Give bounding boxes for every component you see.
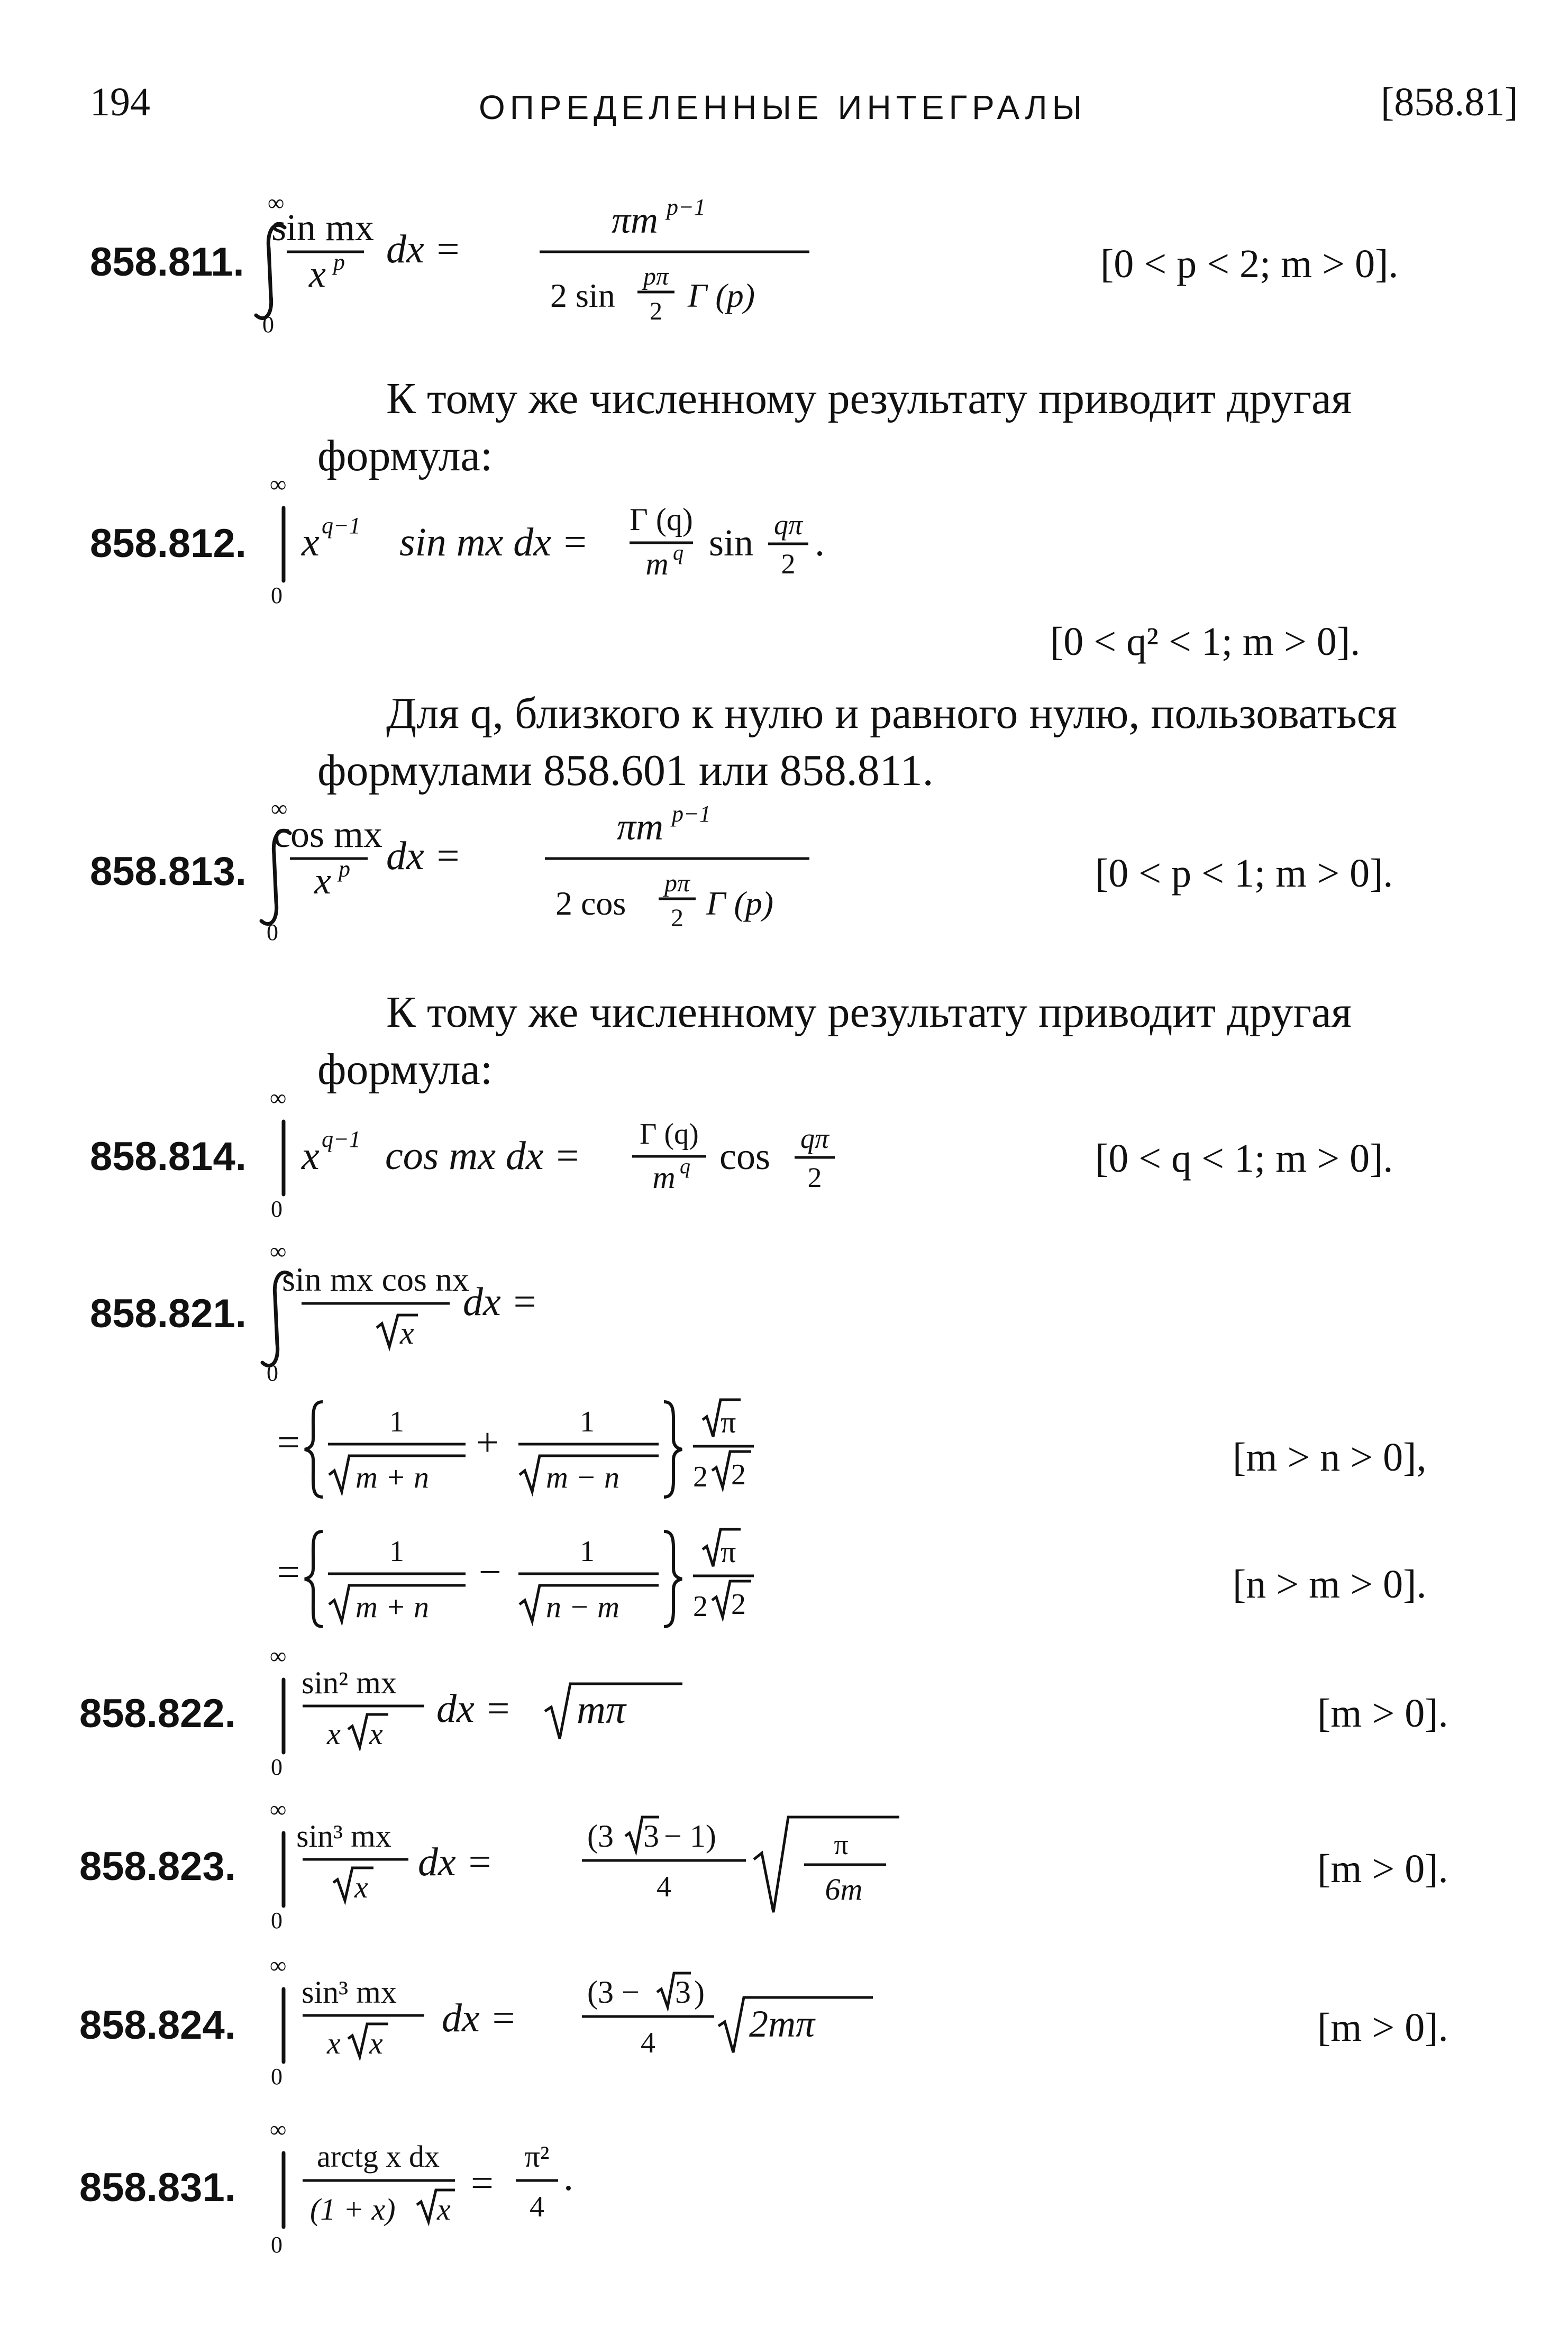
formula-number-811: 858.811. bbox=[90, 240, 244, 285]
result-num-a: (3 − bbox=[587, 1975, 640, 2010]
formula-number-824: 858.824. bbox=[79, 2003, 236, 2048]
integral-upper-limit: ∞ bbox=[268, 190, 285, 216]
condition-824: [m > 0]. bbox=[1317, 2005, 1448, 2050]
denominator: x bbox=[314, 860, 331, 902]
section-number: [858.81] bbox=[1381, 80, 1518, 124]
denominator-root-x: x bbox=[369, 1717, 383, 1751]
m-plus-n: m + n bbox=[355, 1460, 430, 1494]
denominator-a: (1 + x) bbox=[310, 2192, 396, 2226]
denominator: x bbox=[400, 1316, 414, 1350]
result-num-a: (3 bbox=[587, 1819, 614, 1854]
differential: dx = bbox=[386, 834, 462, 878]
integral-lower-limit: 0 bbox=[271, 1196, 282, 1222]
formula-821-case-1 bbox=[270, 1386, 905, 1513]
fraction-one: 1 bbox=[580, 1406, 595, 1438]
result-numerator-exponent: p−1 bbox=[672, 801, 711, 827]
formula-number-831: 858.831. bbox=[79, 2165, 236, 2210]
two-radicand: 2 bbox=[731, 1588, 746, 1621]
formula-812 bbox=[259, 471, 1000, 608]
integrand-body: cos mx dx = bbox=[385, 1134, 581, 1178]
condition-813: [0 < p < 1; m > 0]. bbox=[1095, 851, 1393, 896]
integral-upper-limit: ∞ bbox=[270, 1643, 287, 1669]
formula-number-812: 858.812. bbox=[90, 521, 247, 566]
differential: dx = bbox=[418, 1840, 494, 1884]
m-plus-n: m + n bbox=[355, 1590, 430, 1624]
condition-822: [m > 0]. bbox=[1317, 1691, 1448, 1736]
integral-upper-limit: ∞ bbox=[270, 471, 287, 497]
formula-821-integral bbox=[259, 1238, 947, 1386]
integrand-exponent: q−1 bbox=[322, 513, 361, 539]
root-numerator: π bbox=[834, 1829, 849, 1860]
two-radicand: 2 bbox=[731, 1458, 746, 1491]
pi: π bbox=[721, 1535, 736, 1569]
formula-823 bbox=[259, 1796, 947, 1933]
fraction-one: 1 bbox=[389, 1406, 404, 1438]
fraction-one: 1 bbox=[580, 1535, 595, 1568]
result-denominator: m bbox=[645, 546, 669, 581]
two: 2 bbox=[693, 1590, 708, 1623]
plus-sign: + bbox=[476, 1420, 499, 1465]
m-minus-n: m − n bbox=[546, 1460, 620, 1494]
inner-denominator: 2 bbox=[781, 548, 796, 580]
condition-821-1: [m > n > 0], bbox=[1233, 1435, 1427, 1480]
paragraph-same-result-2: К тому же численному результату приводит другая формула: bbox=[317, 988, 1352, 1094]
result-denominator-b: Γ (p) bbox=[688, 277, 755, 314]
numerator: sin mx cos nx bbox=[282, 1261, 469, 1298]
formula-number-822: 858.822. bbox=[79, 1691, 236, 1736]
result-inner-den: 2 bbox=[671, 904, 683, 932]
formula-number-821: 858.821. bbox=[90, 1291, 247, 1336]
result-denominator-exponent: q bbox=[680, 1154, 690, 1178]
condition-811: [0 < p < 2; m > 0]. bbox=[1100, 242, 1399, 286]
formula-number-813: 858.813. bbox=[90, 849, 247, 894]
result-num-b: ) bbox=[694, 1975, 705, 2010]
condition-812: [0 < q² < 1; m > 0]. bbox=[1050, 619, 1361, 664]
integrand-exponent: q−1 bbox=[322, 1126, 361, 1152]
result-denominator: m bbox=[652, 1160, 676, 1195]
denominator: x bbox=[309, 253, 326, 295]
formula-813 bbox=[259, 796, 894, 955]
condition-821-2: [n > m > 0]. bbox=[1233, 1562, 1427, 1607]
equals-sign: = bbox=[277, 1550, 300, 1594]
denominator-root-x: x bbox=[369, 2026, 383, 2060]
result-num-radicand: 3 bbox=[643, 1819, 659, 1854]
differential: dx = bbox=[386, 227, 462, 271]
fraction-one: 1 bbox=[389, 1535, 404, 1568]
page-number: 194 bbox=[90, 80, 150, 124]
equals-sign: = bbox=[277, 1420, 300, 1465]
numerator: sin³ mx bbox=[296, 1819, 391, 1854]
left-brace bbox=[305, 1402, 323, 1497]
integral-lower-limit: 0 bbox=[267, 1360, 278, 1386]
result-denominator: 4 bbox=[641, 2027, 655, 2059]
sine: sin bbox=[709, 522, 754, 564]
integral-lower-limit: 0 bbox=[271, 582, 282, 608]
paragraph-q-near-zero: Для q, близкого к нулю и равного нулю, пользоваться формулами 858.601 или 858.811. bbox=[317, 689, 1397, 795]
right-brace bbox=[664, 1531, 682, 1627]
result-denominator: 4 bbox=[530, 2191, 544, 2223]
period: . bbox=[815, 520, 825, 564]
result-denominator-a: 2 cos bbox=[555, 884, 626, 922]
denominator-root: x bbox=[437, 2192, 451, 2226]
integral-upper-limit: ∞ bbox=[270, 1952, 287, 1978]
running-title: ОПРЕДЕЛЕННЫЕ ИНТЕГРАЛЫ bbox=[479, 88, 1087, 126]
n-minus-m: n − m bbox=[546, 1590, 620, 1624]
result-inner-num: pπ bbox=[643, 262, 669, 290]
result-denominator-b: Γ (p) bbox=[706, 884, 774, 922]
root-denominator: 6m bbox=[825, 1872, 863, 1906]
integral-lower-limit: 0 bbox=[262, 312, 274, 337]
differential: dx = bbox=[463, 1280, 539, 1324]
inner-numerator: qπ bbox=[800, 1123, 829, 1154]
result-num-b: − 1) bbox=[664, 1819, 716, 1854]
integral-upper-limit: ∞ bbox=[270, 1238, 287, 1264]
formula-814 bbox=[259, 1084, 947, 1222]
result-num-radicand: 3 bbox=[675, 1975, 691, 2010]
result-denominator: 4 bbox=[657, 1870, 671, 1903]
condition-814: [0 < q < 1; m > 0]. bbox=[1095, 1136, 1393, 1181]
integrand-x: x bbox=[302, 520, 320, 564]
denominator-exponent: p bbox=[339, 856, 350, 882]
integral-upper-limit: ∞ bbox=[270, 2116, 287, 2142]
numerator: arctg x dx bbox=[317, 2139, 440, 2174]
inner-numerator: qπ bbox=[773, 509, 803, 541]
denominator-exponent: p bbox=[333, 249, 345, 275]
result-radicand: 2mπ bbox=[749, 2003, 815, 2045]
pi: π bbox=[721, 1405, 736, 1439]
formula-824 bbox=[259, 1952, 947, 2089]
integral-lower-limit: 0 bbox=[271, 1908, 282, 1933]
formula-821-case-2 bbox=[270, 1516, 905, 1642]
numerator: sin³ mx bbox=[302, 1975, 397, 2010]
result-inner-num: pπ bbox=[664, 869, 690, 897]
condition-823: [m > 0]. bbox=[1317, 1847, 1448, 1891]
integral-lower-limit: 0 bbox=[271, 1754, 282, 1780]
numerator: sin mx bbox=[271, 206, 375, 249]
integral-upper-limit: ∞ bbox=[270, 1796, 287, 1822]
result-denominator-exponent: q bbox=[673, 541, 683, 564]
integral-lower-limit: 0 bbox=[271, 2232, 282, 2258]
numerator: sin² mx bbox=[302, 1665, 397, 1700]
result-numerator-exponent: p−1 bbox=[667, 194, 706, 220]
integral-upper-limit: ∞ bbox=[271, 796, 288, 822]
integral-upper-limit: ∞ bbox=[270, 1085, 287, 1111]
formula-822 bbox=[259, 1642, 894, 1780]
period: . bbox=[563, 2155, 573, 2199]
integral-lower-limit: 0 bbox=[271, 2064, 282, 2089]
minus-sign: − bbox=[479, 1550, 502, 1594]
right-brace bbox=[664, 1402, 682, 1497]
two: 2 bbox=[693, 1461, 708, 1493]
left-brace bbox=[305, 1531, 323, 1627]
formula-811 bbox=[254, 190, 889, 349]
result-denominator-a: 2 sin bbox=[550, 277, 615, 314]
integrand-x: x bbox=[302, 1134, 320, 1178]
result-numerator: π² bbox=[524, 2139, 550, 2174]
inner-denominator: 2 bbox=[807, 1162, 822, 1193]
paragraph-same-result-1: К тому же численному результату приводит другая формула: bbox=[317, 374, 1352, 480]
denominator: x bbox=[354, 1870, 368, 1904]
result-numerator: πm bbox=[611, 199, 659, 241]
formula-number-814: 858.814. bbox=[90, 1134, 247, 1179]
integrand-body: sin mx dx = bbox=[399, 520, 589, 564]
result-numerator: Γ (q) bbox=[630, 502, 693, 537]
formula-number-823: 858.823. bbox=[79, 1844, 236, 1889]
numerator: cos mx bbox=[274, 813, 382, 855]
denominator-x: x bbox=[327, 2026, 341, 2060]
formula-831 bbox=[259, 2116, 841, 2275]
result-numerator: Γ (q) bbox=[640, 1118, 699, 1151]
denominator-x: x bbox=[327, 1717, 341, 1751]
cosine: cos bbox=[719, 1135, 770, 1178]
result-numerator: πm bbox=[616, 806, 664, 848]
integral-lower-limit: 0 bbox=[267, 919, 278, 945]
result-radicand: mπ bbox=[577, 1687, 626, 1732]
differential: dx = bbox=[436, 1686, 512, 1731]
result-inner-den: 2 bbox=[650, 297, 662, 325]
equals-sign: = bbox=[471, 2161, 494, 2205]
differential: dx = bbox=[442, 1996, 517, 2040]
